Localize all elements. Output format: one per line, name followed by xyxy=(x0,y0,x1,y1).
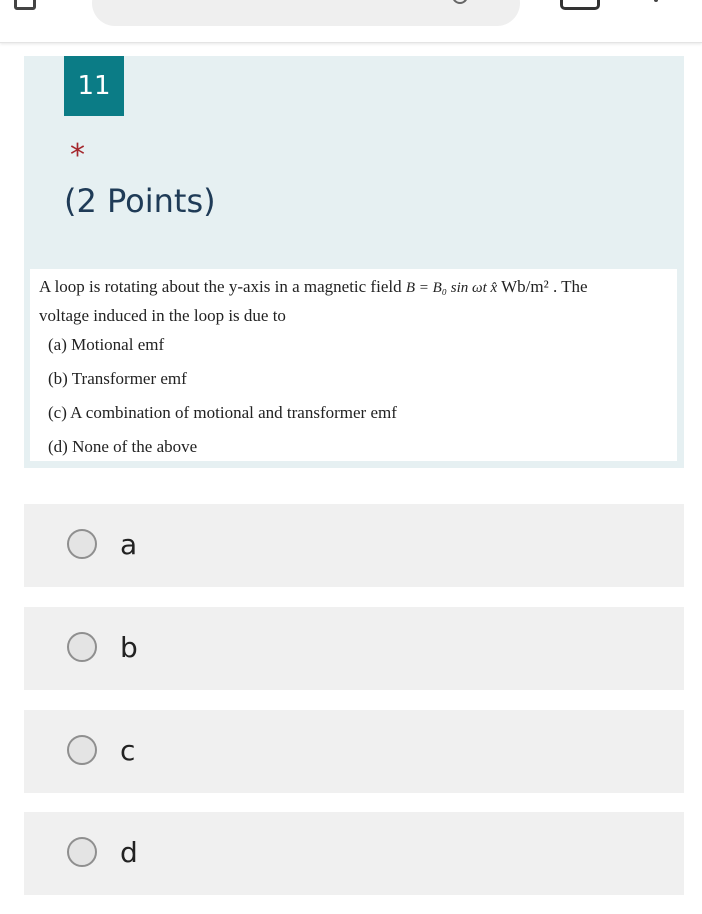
choice-c[interactable] xyxy=(24,710,684,793)
question-image xyxy=(30,269,677,461)
question-points: (2 Points) xyxy=(64,182,216,220)
choice-a[interactable] xyxy=(24,504,684,587)
tabs-icon[interactable] xyxy=(560,0,600,10)
choice-d[interactable] xyxy=(24,812,684,895)
radio-button-icon[interactable] xyxy=(67,735,97,765)
browser-top-bar xyxy=(0,0,702,43)
choice-b[interactable] xyxy=(24,607,684,690)
back-icon[interactable] xyxy=(14,0,36,10)
option-text-c: (c) A combination of motional and transformer emf xyxy=(48,403,397,422)
question-stem xyxy=(39,273,679,329)
option-text-a: (a) Motional emf xyxy=(48,335,165,354)
option-text-b: (b) Transformer emf xyxy=(48,369,187,388)
menu-icon[interactable] xyxy=(654,0,658,2)
address-bar[interactable] xyxy=(92,0,520,26)
radio-button-icon[interactable] xyxy=(67,837,97,867)
question-number-badge: 11 xyxy=(64,56,124,116)
option-text-d: (d) None of the above xyxy=(48,437,198,456)
radio-button-icon[interactable] xyxy=(67,632,97,662)
radio-button-icon[interactable] xyxy=(67,529,97,559)
choice-label-b: b xyxy=(120,631,138,664)
required-indicator: * xyxy=(70,138,85,173)
stem-units: Wb/m² . The xyxy=(501,277,588,296)
choice-label-c: c xyxy=(120,734,136,767)
stem-formula: B = B₀ sin ωt x̂ xyxy=(405,280,498,296)
choice-label-d: d xyxy=(120,836,138,869)
stem-text-line1: A loop is rotating about the y-axis in a magnetic field xyxy=(39,277,402,296)
question-card xyxy=(24,56,684,468)
choice-label-a: a xyxy=(120,528,138,561)
stem-text-line2: voltage induced in the loop is due to xyxy=(39,306,286,325)
